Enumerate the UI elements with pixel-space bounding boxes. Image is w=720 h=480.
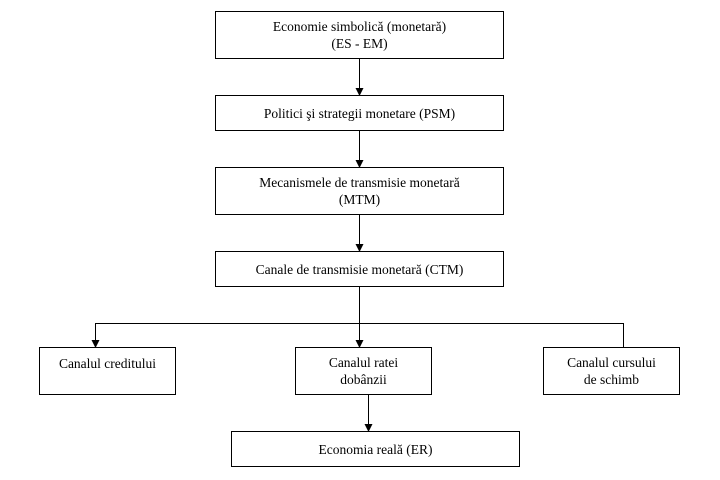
node-psm [215,95,504,131]
node-rate [295,347,432,395]
node-rate-line1: Canalul ratei [328,355,399,370]
node-es-line1: Economie simbolică (monetară) [272,19,447,34]
node-mtm-line1: Mecanismele de transmisie monetară [259,175,460,190]
node-mtm [215,167,504,215]
node-exchange-line1: Canalul cursului [567,355,656,370]
node-exchange [543,347,680,395]
node-exchange-line2: de schimb [583,372,640,387]
node-ctm-line1: Canale de transmisie monetară (CTM) [255,261,464,277]
node-credit-line1: Canalul creditului [58,356,157,371]
node-er-line1: Economia reală (ER) [318,441,433,457]
node-credit [39,347,176,395]
node-psm-line1: Politici şi strategii monetare (PSM) [263,105,456,121]
node-es [215,11,504,59]
node-es-line2: (ES - EM) [331,36,388,51]
node-mtm-line2: (MTM) [338,192,381,207]
node-ctm [215,251,504,287]
node-rate-line2: dobânzii [340,372,387,387]
node-er [231,431,520,467]
